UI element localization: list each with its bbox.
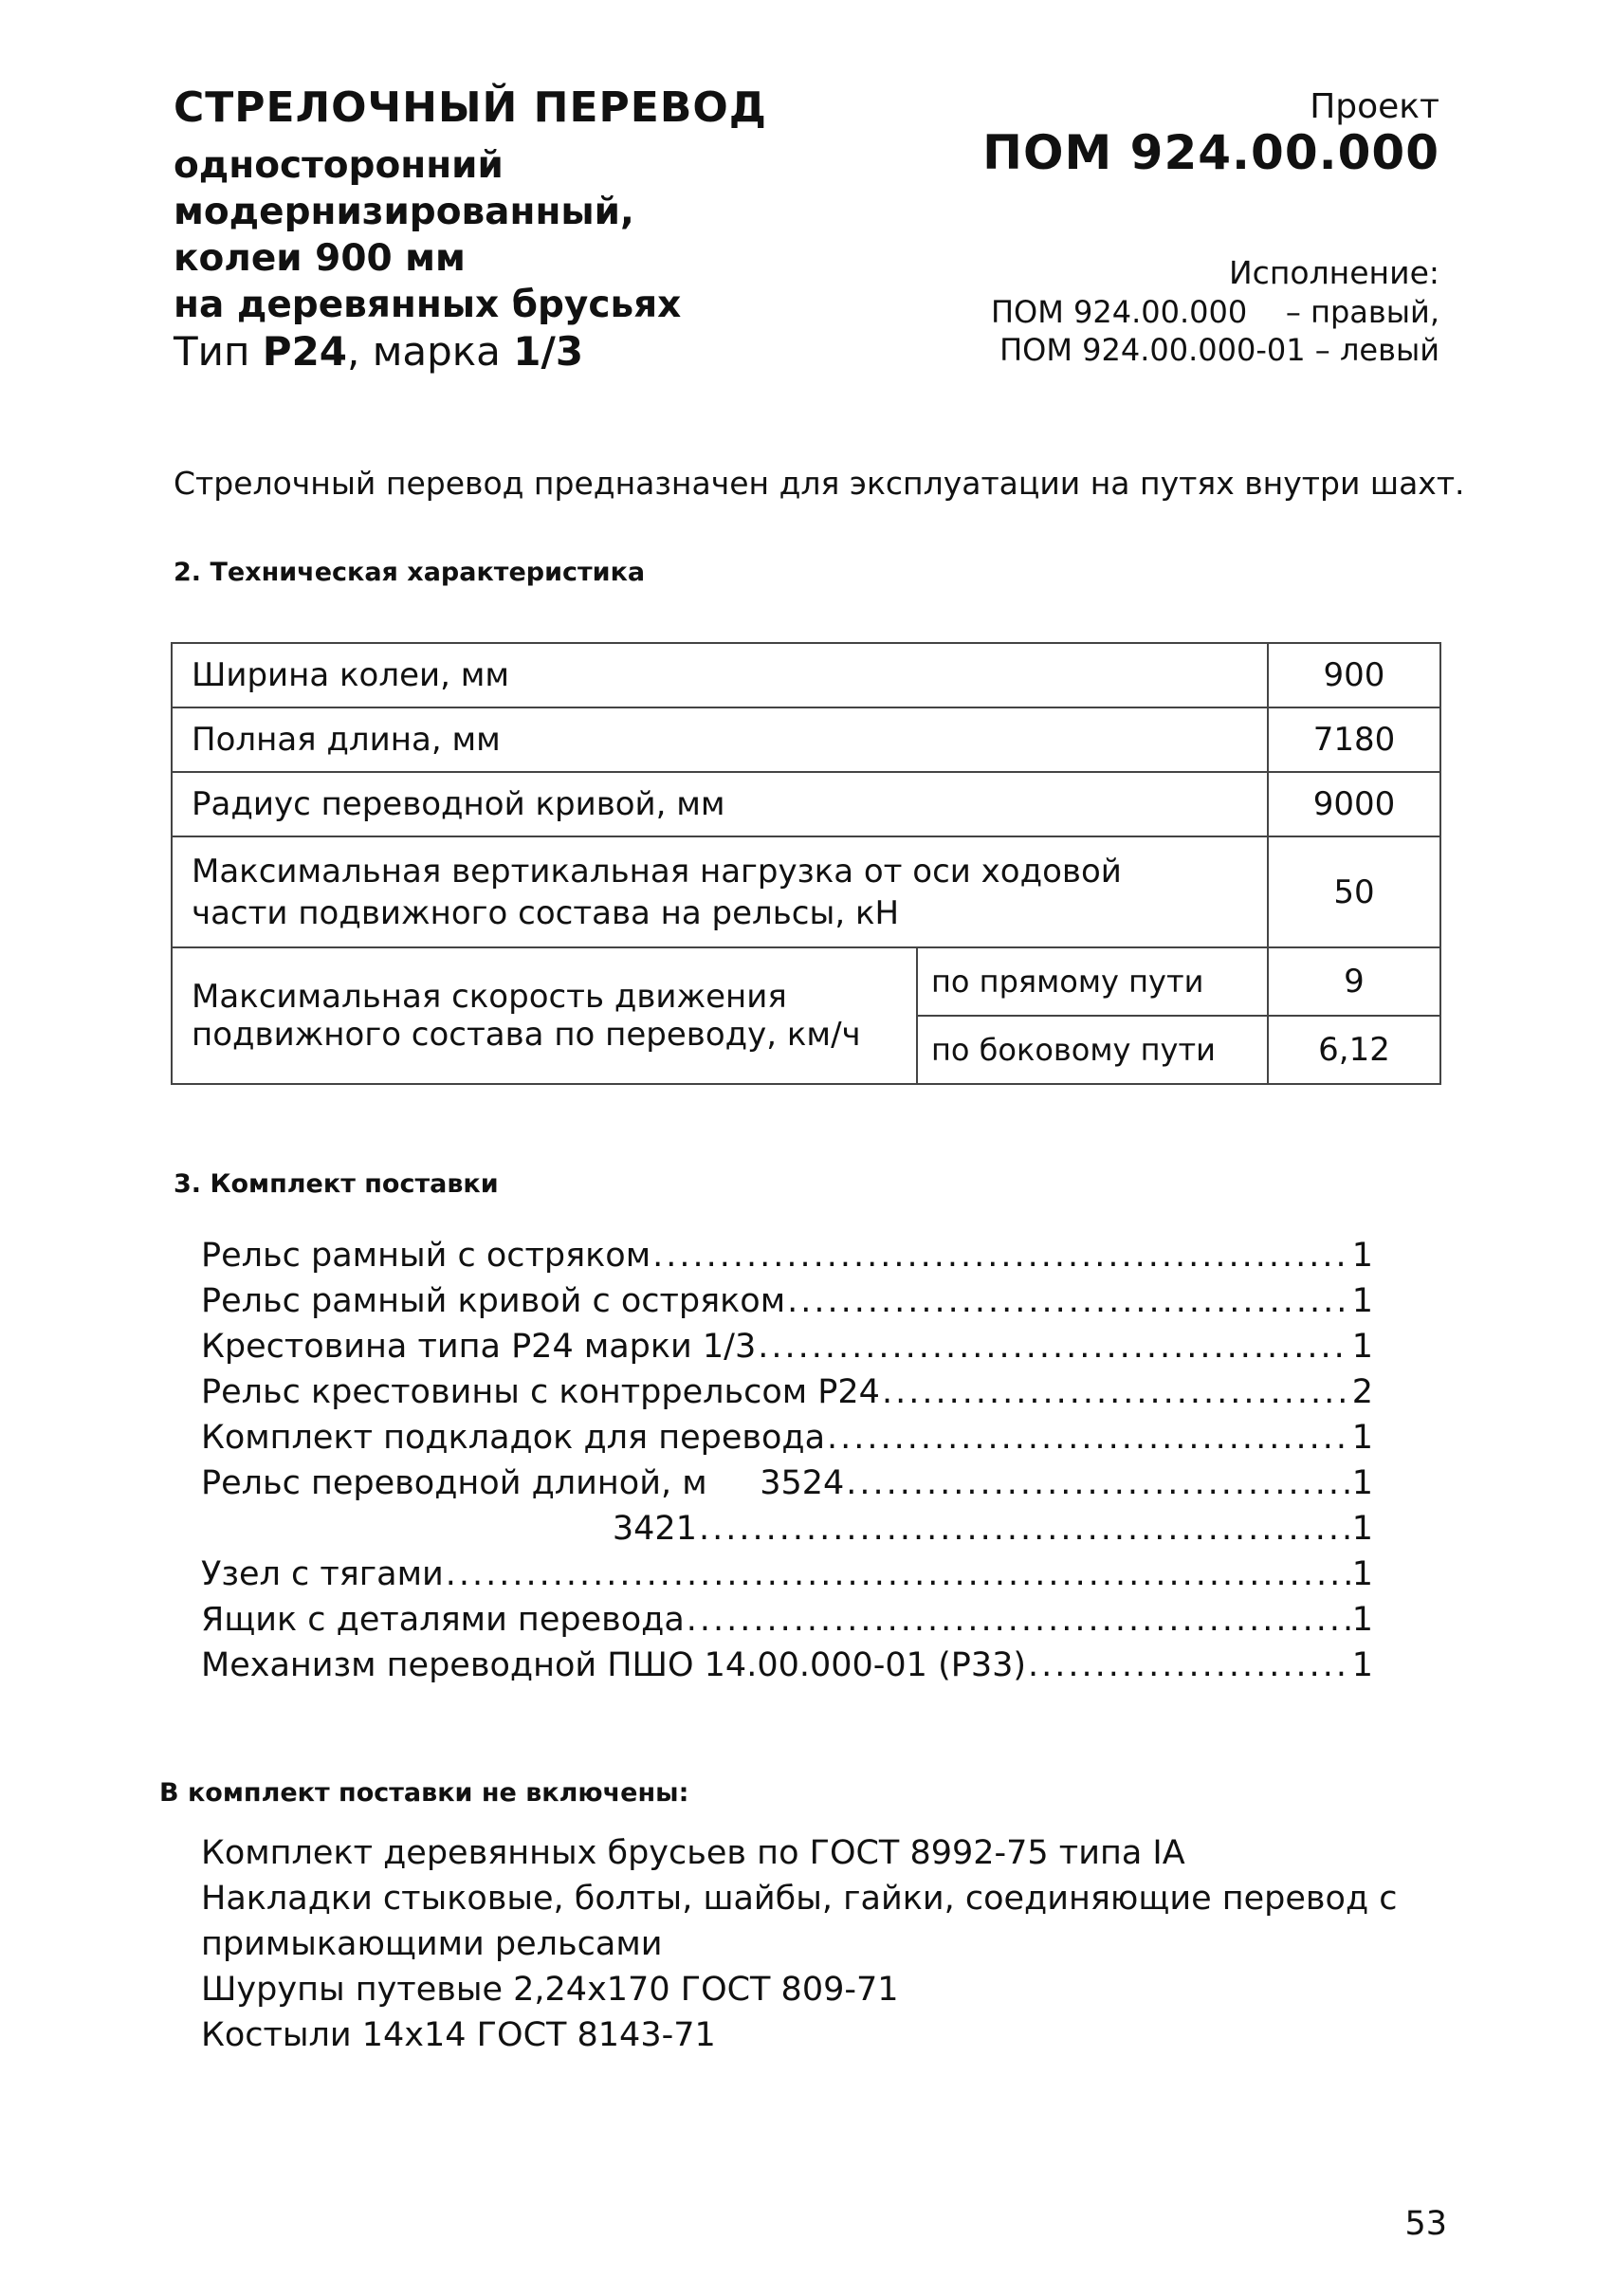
row-label-line-2: части подвижного состава на рельсы, кН <box>192 893 900 932</box>
list-item <box>201 1373 1373 1419</box>
straight-track-label: по прямому пути <box>917 947 1268 1016</box>
excluded-item: Комплект деревянных брусьев по ГОСТ 8992-75 типа IA <box>201 1834 1185 1872</box>
item-qty: 1 <box>1351 1328 1373 1366</box>
item-name: Рельс рамный кривой с остряком <box>201 1282 786 1320</box>
delivery-heading: 3. Комплект поставки <box>174 1169 499 1199</box>
item-name: Рельс крестовины с контррельсом Р24 <box>201 1373 880 1411</box>
leader-dots <box>687 1601 1350 1639</box>
mark-value: 1/3 <box>513 328 584 375</box>
leader-dots <box>652 1237 1350 1275</box>
intro-text: Стрелочный перевод предназначен для эксплуатации на путях внутри шахт. <box>174 465 1465 502</box>
item-qty: 1 <box>1351 1282 1373 1320</box>
document-title: СТРЕЛОЧНЫЙ ПЕРЕВОД <box>174 83 767 132</box>
type-prefix: Тип <box>174 328 250 375</box>
speed-label-line-1: Максимальная скорость движения <box>192 978 787 1016</box>
row-label: Полная длина, мм <box>172 707 1268 772</box>
row-label-line-1: Максимальная вертикальная нагрузка от оси ходовой <box>192 852 1122 891</box>
version-right: ПОМ 924.00.000 – правый, <box>990 294 1439 330</box>
excluded-item: Шурупы путевые 2,24х170 ГОСТ 809-71 <box>201 1971 899 2009</box>
list-item <box>201 1555 1373 1601</box>
row-label: Ширина колеи, мм <box>172 643 1268 707</box>
item-name: Механизм переводной ПШО 14.00.000-01 (Р33) <box>201 1646 1027 1684</box>
page-number: 53 <box>1404 2205 1447 2243</box>
list-item <box>201 1419 1373 1464</box>
item-qty: 1 <box>1351 1510 1373 1548</box>
leader-dots <box>846 1464 1349 1502</box>
side-track-value: 6,12 <box>1268 1016 1440 1084</box>
excluded-heading: В комплект поставки не включены: <box>159 1778 689 1808</box>
list-item <box>201 1601 1373 1646</box>
list-item <box>201 1510 1373 1555</box>
item-name: Крестовина типа Р24 марки 1/3 <box>201 1328 757 1366</box>
list-item <box>201 1328 1373 1373</box>
table-row <box>172 836 1440 947</box>
item-name: Ящик с деталями перевода <box>201 1601 685 1639</box>
tech-heading: 2. Техническая характеристика <box>174 558 646 587</box>
table-row <box>172 947 1440 1016</box>
speed-label-line-2: подвижного состава по переводу, км/ч <box>192 1016 861 1054</box>
project-label: Проект <box>1310 87 1439 126</box>
project-code: ПОМ 924.00.000 <box>982 125 1439 180</box>
list-item <box>201 1464 1373 1510</box>
item-name: Узел с тягами <box>201 1555 444 1593</box>
table-row <box>172 707 1440 772</box>
subtitle-line-4: на деревянных брусьях <box>174 284 682 326</box>
row-label-multiline <box>172 836 1268 947</box>
item-qty: 2 <box>1351 1373 1373 1411</box>
leader-dots <box>787 1282 1350 1320</box>
excluded-item: Костыли 14х14 ГОСТ 8143-71 <box>201 2016 716 2054</box>
side-track-label: по боковому пути <box>917 1016 1268 1084</box>
version-label: Исполнение: <box>1228 254 1439 291</box>
item-qty: 1 <box>1351 1237 1373 1275</box>
delivery-list <box>201 1237 1373 1692</box>
subtitle-line-2: модернизированный, <box>174 191 634 233</box>
excluded-item: Накладки стыковые, болты, шайбы, гайки, соединяющие перевод с <box>201 1880 1398 1918</box>
row-value: 900 <box>1268 643 1440 707</box>
type-value: Р24 <box>262 328 348 375</box>
tech-table <box>171 642 1441 1085</box>
item-qty: 1 <box>1351 1646 1373 1684</box>
list-item <box>201 1282 1373 1328</box>
list-item <box>201 1237 1373 1282</box>
item-qty: 1 <box>1351 1601 1373 1639</box>
version-left: ПОМ 924.00.000-01 – левый <box>999 332 1439 368</box>
type-mark-line <box>174 328 583 375</box>
leader-dots <box>827 1419 1350 1457</box>
item-name: 3421 <box>201 1510 697 1548</box>
subtitle-line-3: колеи 900 мм <box>174 237 466 280</box>
item-name: Комплект подкладок для перевода <box>201 1419 826 1457</box>
leader-dots <box>1028 1646 1350 1684</box>
row-label: Радиус переводной кривой, мм <box>172 772 1268 836</box>
item-name: Рельс переводной длиной, м 3524 <box>201 1464 845 1502</box>
list-item <box>201 1646 1373 1692</box>
item-qty: 1 <box>1351 1555 1373 1593</box>
mark-prefix: , марка <box>347 328 501 375</box>
table-row <box>172 643 1440 707</box>
leader-dots <box>446 1555 1350 1593</box>
speed-label <box>172 947 917 1084</box>
item-qty: 1 <box>1351 1419 1373 1457</box>
row-value: 9000 <box>1268 772 1440 836</box>
table-row <box>172 772 1440 836</box>
leader-dots <box>699 1510 1350 1548</box>
excluded-list <box>201 1830 1398 2058</box>
item-name: Рельс рамный с остряком <box>201 1237 651 1275</box>
leader-dots <box>758 1328 1349 1366</box>
excluded-item: примыкающими рельсами <box>201 1925 663 1963</box>
leader-dots <box>882 1373 1350 1411</box>
item-qty: 1 <box>1351 1464 1373 1502</box>
subtitle-line-1: односторонний <box>174 144 504 187</box>
row-value: 50 <box>1268 836 1440 947</box>
straight-track-value: 9 <box>1268 947 1440 1016</box>
row-value: 7180 <box>1268 707 1440 772</box>
